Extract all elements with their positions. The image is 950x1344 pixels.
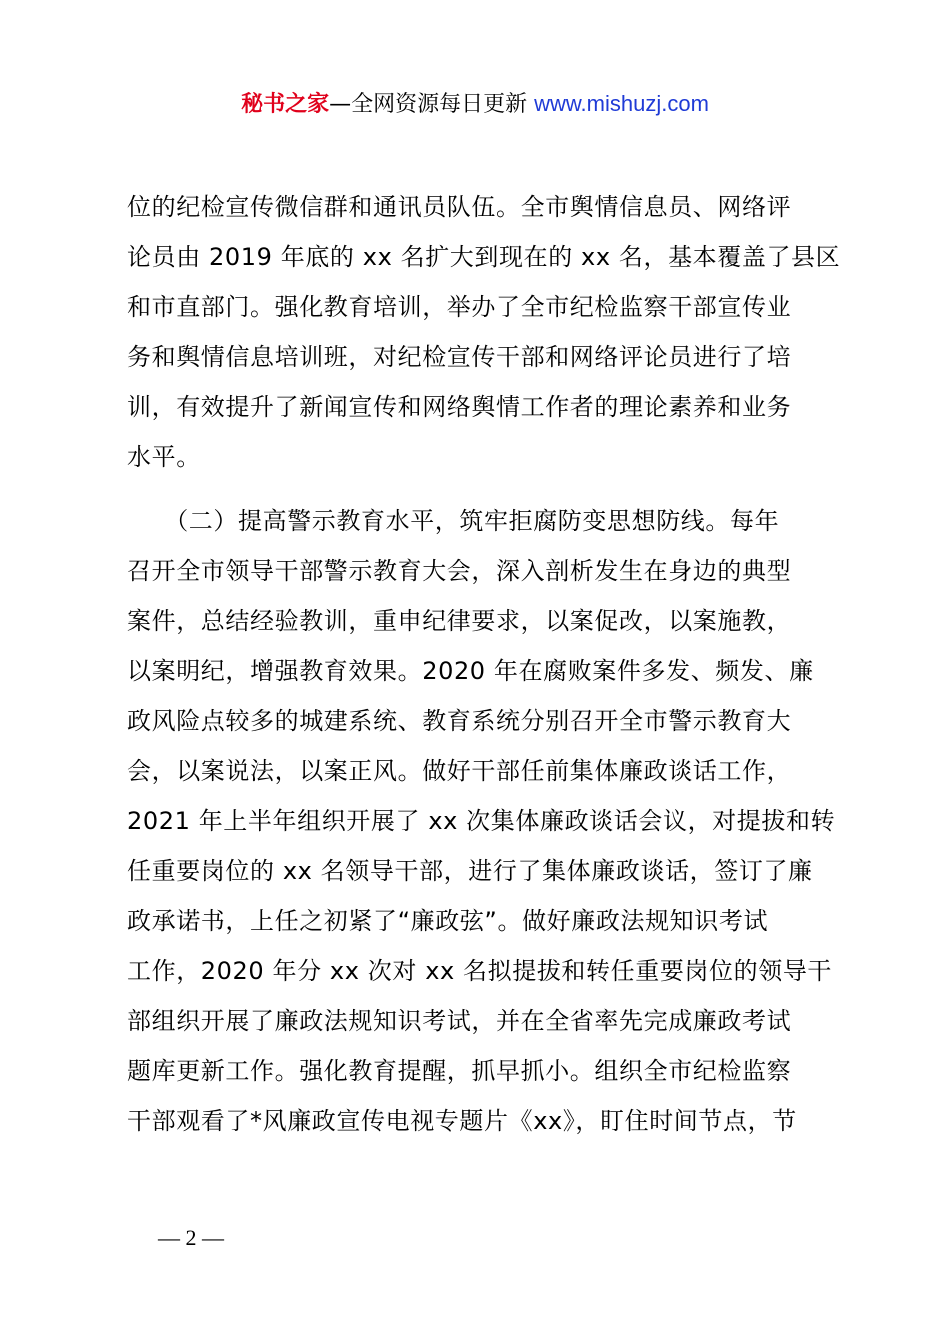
text-line: 和市直部门。强化教育培训，举办了全市纪检监察干部宣传业: [127, 293, 792, 321]
text-line: 水平。: [127, 443, 201, 471]
brand-name: 秘书之家: [241, 92, 330, 117]
text-line: 题库更新工作。强化教育提醒，抓早抓小。组织全市纪检监察: [127, 1057, 792, 1085]
paragraph-2: [127, 496, 836, 1146]
text-line: （二）提高警示教育水平，筑牢拒腐防变思想防线。每年: [127, 507, 780, 535]
text-line: 任重要岗位的 xx 名领导干部，进行了集体廉政谈话，签订了廉: [127, 857, 813, 885]
header-tagline: —全网资源每日更新: [329, 92, 535, 117]
text-line: 政风险点较多的城建系统、教育系统分别召开全市警示教育大: [127, 707, 792, 735]
text-line: 2021 年上半年组织开展了 xx 次集体廉政谈话会议，对提拔和转: [127, 807, 836, 835]
page-number: — 2 —: [158, 1225, 224, 1250]
paragraph-1: [127, 182, 841, 482]
text-line: 案件，总结经验教训，重申纪律要求，以案促改，以案施教，: [127, 607, 792, 635]
text-line: 训，有效提升了新闻宣传和网络舆情工作者的理论素养和业务: [127, 393, 792, 421]
text-line: 会，以案说法，以案正风。做好干部任前集体廉政谈话工作，: [127, 757, 792, 785]
text-line: 位的纪检宣传微信群和通讯员队伍。全市舆情信息员、网络评: [127, 193, 792, 221]
document-body: [127, 182, 841, 1146]
text-line: 政承诺书，上任之初紧了“廉政弦”。做好廉政法规知识考试: [127, 907, 769, 935]
text-line: 工作，2020 年分 xx 次对 xx 名拟提拔和转任重要岗位的领导干: [127, 957, 833, 985]
site-url[interactable]: www.mishuzj.com: [534, 91, 709, 116]
text-line: 召开全市领导干部警示教育大会，深入剖析发生在身边的典型: [127, 557, 792, 585]
text-line: 务和舆情信息培训班，对纪检宣传干部和网络评论员进行了培: [127, 343, 792, 371]
paragraph-gap: [127, 482, 831, 496]
text-line: 干部观看了*风廉政宣传电视专题片《xx》，盯住时间节点，节: [127, 1107, 797, 1135]
text-line: 论员由 2019 年底的 xx 名扩大到现在的 xx 名，基本覆盖了县区: [127, 243, 841, 271]
site-header: [0, 86, 950, 123]
text-line: 部组织开展了廉政法规知识考试，并在全省率先完成廉政考试: [127, 1007, 792, 1035]
text-line: 以案明纪，增强教育效果。2020 年在腐败案件多发、频发、廉: [127, 657, 814, 685]
